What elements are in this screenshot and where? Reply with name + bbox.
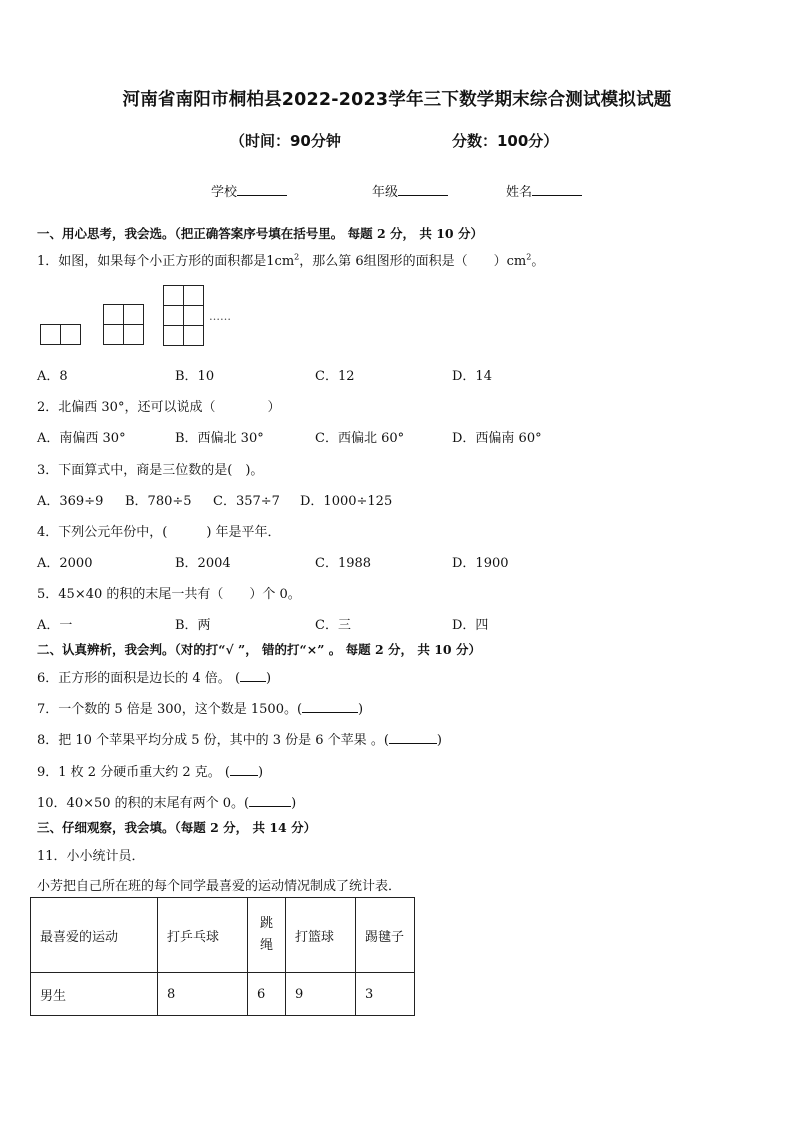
section3-heading: 三、仔细观察，我会填。（每题 2 分， 共 14 分） <box>37 820 317 835</box>
jump-char-1: 跳 <box>259 916 273 931</box>
fig2-square <box>123 324 144 345</box>
q4-option-d[interactable]: D．1900 <box>452 556 509 571</box>
jump-char-2: 绳 <box>259 938 273 953</box>
q1-sup-2: 2 <box>526 252 532 262</box>
q9-paren: ) <box>257 765 264 780</box>
q1-text-c: 。 <box>531 254 545 269</box>
q1-option-d[interactable]: D．14 <box>452 369 492 384</box>
exam-time: （时间：90分钟 <box>230 132 341 150</box>
fig3-square <box>183 305 204 326</box>
q1-option-a[interactable]: A．8 <box>37 369 68 384</box>
question-10 <box>37 792 296 811</box>
table-row <box>31 973 415 1016</box>
q7-text: 7．一个数的 5 倍是 300，这个数是 1500。( <box>37 702 303 717</box>
question-5: 5．45×40 的积的末尾一共有（ ）个 0。 <box>37 587 301 602</box>
q3-option-c[interactable]: C．357÷7 <box>213 494 280 509</box>
question-11: 11．小小统计员． <box>37 849 145 864</box>
fig1-square <box>60 324 81 345</box>
fig3-square <box>183 325 204 346</box>
table-header-cell: 打篮球 <box>286 898 356 973</box>
q8-text: 8．把 10 个苹果平均分成 5 份，其中的 3 份是 6 个苹果 。( <box>37 733 389 748</box>
q2-option-a[interactable]: A．南偏西 30° <box>37 431 126 446</box>
page-title: 河南省南阳市桐柏县2022-2023学年三下数学期末综合测试模拟试题 <box>122 90 672 110</box>
table-header-row <box>31 898 415 973</box>
q2-option-d[interactable]: D．西偏南 60° <box>452 431 542 446</box>
table-header-cell-jump <box>248 898 286 973</box>
fig-ellipsis: …… <box>209 310 231 323</box>
grade-blank <box>398 182 448 196</box>
q5-option-a[interactable]: A．一 <box>37 618 73 633</box>
table-cell: 6 <box>248 973 286 1016</box>
school-field <box>211 181 287 200</box>
school-label: 学校 <box>211 185 238 200</box>
q5-option-b[interactable]: B．两 <box>175 618 211 633</box>
name-label: 姓名 <box>506 185 533 200</box>
fig2-square <box>123 304 144 325</box>
table-header-cell: 踢毽子 <box>356 898 415 973</box>
grade-label: 年级 <box>372 185 399 200</box>
q6-paren: ) <box>266 671 272 686</box>
section2-heading: 二、认真辨析，我会判。（对的打“√ ”， 错的打“×” 。 每题 2 分， 共 10 分） <box>37 642 481 657</box>
q11-description: 小芳把自己所在班的每个同学最喜爱的运动情况制成了统计表． <box>37 879 402 894</box>
fig3-square <box>163 285 184 306</box>
table-cell: 9 <box>286 973 356 1016</box>
q4-option-c[interactable]: C．1988 <box>315 556 372 571</box>
exam-score: 分数：100分） <box>452 132 559 150</box>
q1-option-b[interactable]: B．10 <box>175 369 215 384</box>
q6-answer-blank[interactable] <box>240 668 266 682</box>
q1-sup-1: 2 <box>294 252 300 262</box>
name-field <box>506 181 582 200</box>
table-cell: 3 <box>356 973 415 1016</box>
q8-paren: ) <box>436 733 442 748</box>
name-blank <box>532 182 582 196</box>
question-8 <box>37 729 442 748</box>
q9-text: 9．1 枚 2 分硬币重大约 2 克。 ( <box>37 765 230 780</box>
fig2-square <box>103 324 124 345</box>
q5-option-d[interactable]: D．四 <box>452 618 489 633</box>
question-3: 3．下面算式中，商是三位数的是( )。 <box>37 463 264 478</box>
q3-option-d[interactable]: D．1000÷125 <box>300 494 393 509</box>
sports-stat-table <box>30 897 415 1016</box>
q4-option-a[interactable]: A．2000 <box>37 556 93 571</box>
question-6 <box>37 667 271 686</box>
question-9 <box>37 761 263 780</box>
q7-answer-blank[interactable] <box>302 699 358 713</box>
q2-option-b[interactable]: B．西偏北 30° <box>175 431 264 446</box>
section1-heading: 一、用心思考，我会选。（把正确答案序号填在括号里。 每题 2 分， 共 10 分） <box>37 226 483 241</box>
school-blank <box>237 182 287 196</box>
question-2: 2．北偏西 30°，还可以说成（ ） <box>37 400 281 415</box>
q10-paren: ) <box>291 796 297 811</box>
question-1 <box>37 250 544 269</box>
q7-paren: ) <box>358 702 364 717</box>
q1-text-b: ，那么第 6组图形的面积是（ ）cm <box>299 254 527 269</box>
question-7 <box>37 698 363 717</box>
q9-answer-blank[interactable] <box>230 762 258 776</box>
q1-text-a: 1．如图，如果每个小正方形的面积都是1cm <box>37 254 295 269</box>
q8-answer-blank[interactable] <box>389 730 437 744</box>
q4-option-b[interactable]: B．2004 <box>175 556 231 571</box>
q5-option-c[interactable]: C．三 <box>315 618 351 633</box>
fig3-square <box>163 325 184 346</box>
fig1-square <box>40 324 61 345</box>
question-4: 4．下列公元年份中，( ) 年是平年． <box>37 525 281 540</box>
fig3-square <box>163 305 184 326</box>
q2-option-c[interactable]: C．西偏北 60° <box>315 431 405 446</box>
fig2-square <box>103 304 124 325</box>
q3-option-a[interactable]: A．369÷9 <box>37 494 104 509</box>
table-cell: 男生 <box>31 973 158 1016</box>
table-header-cell: 最喜爱的运动 <box>31 898 158 973</box>
q10-answer-blank[interactable] <box>249 793 291 807</box>
q6-text: 6．正方形的面积是边长的 4 倍。 ( <box>37 671 241 686</box>
q10-text: 10．40×50 的积的末尾有两个 0。( <box>37 796 250 811</box>
q1-option-c[interactable]: C．12 <box>315 369 355 384</box>
q3-option-b[interactable]: B．780÷5 <box>125 494 192 509</box>
fig3-square <box>183 285 204 306</box>
table-cell: 8 <box>158 973 248 1016</box>
table-header-cell: 打乒乓球 <box>158 898 248 973</box>
grade-field <box>372 181 448 200</box>
